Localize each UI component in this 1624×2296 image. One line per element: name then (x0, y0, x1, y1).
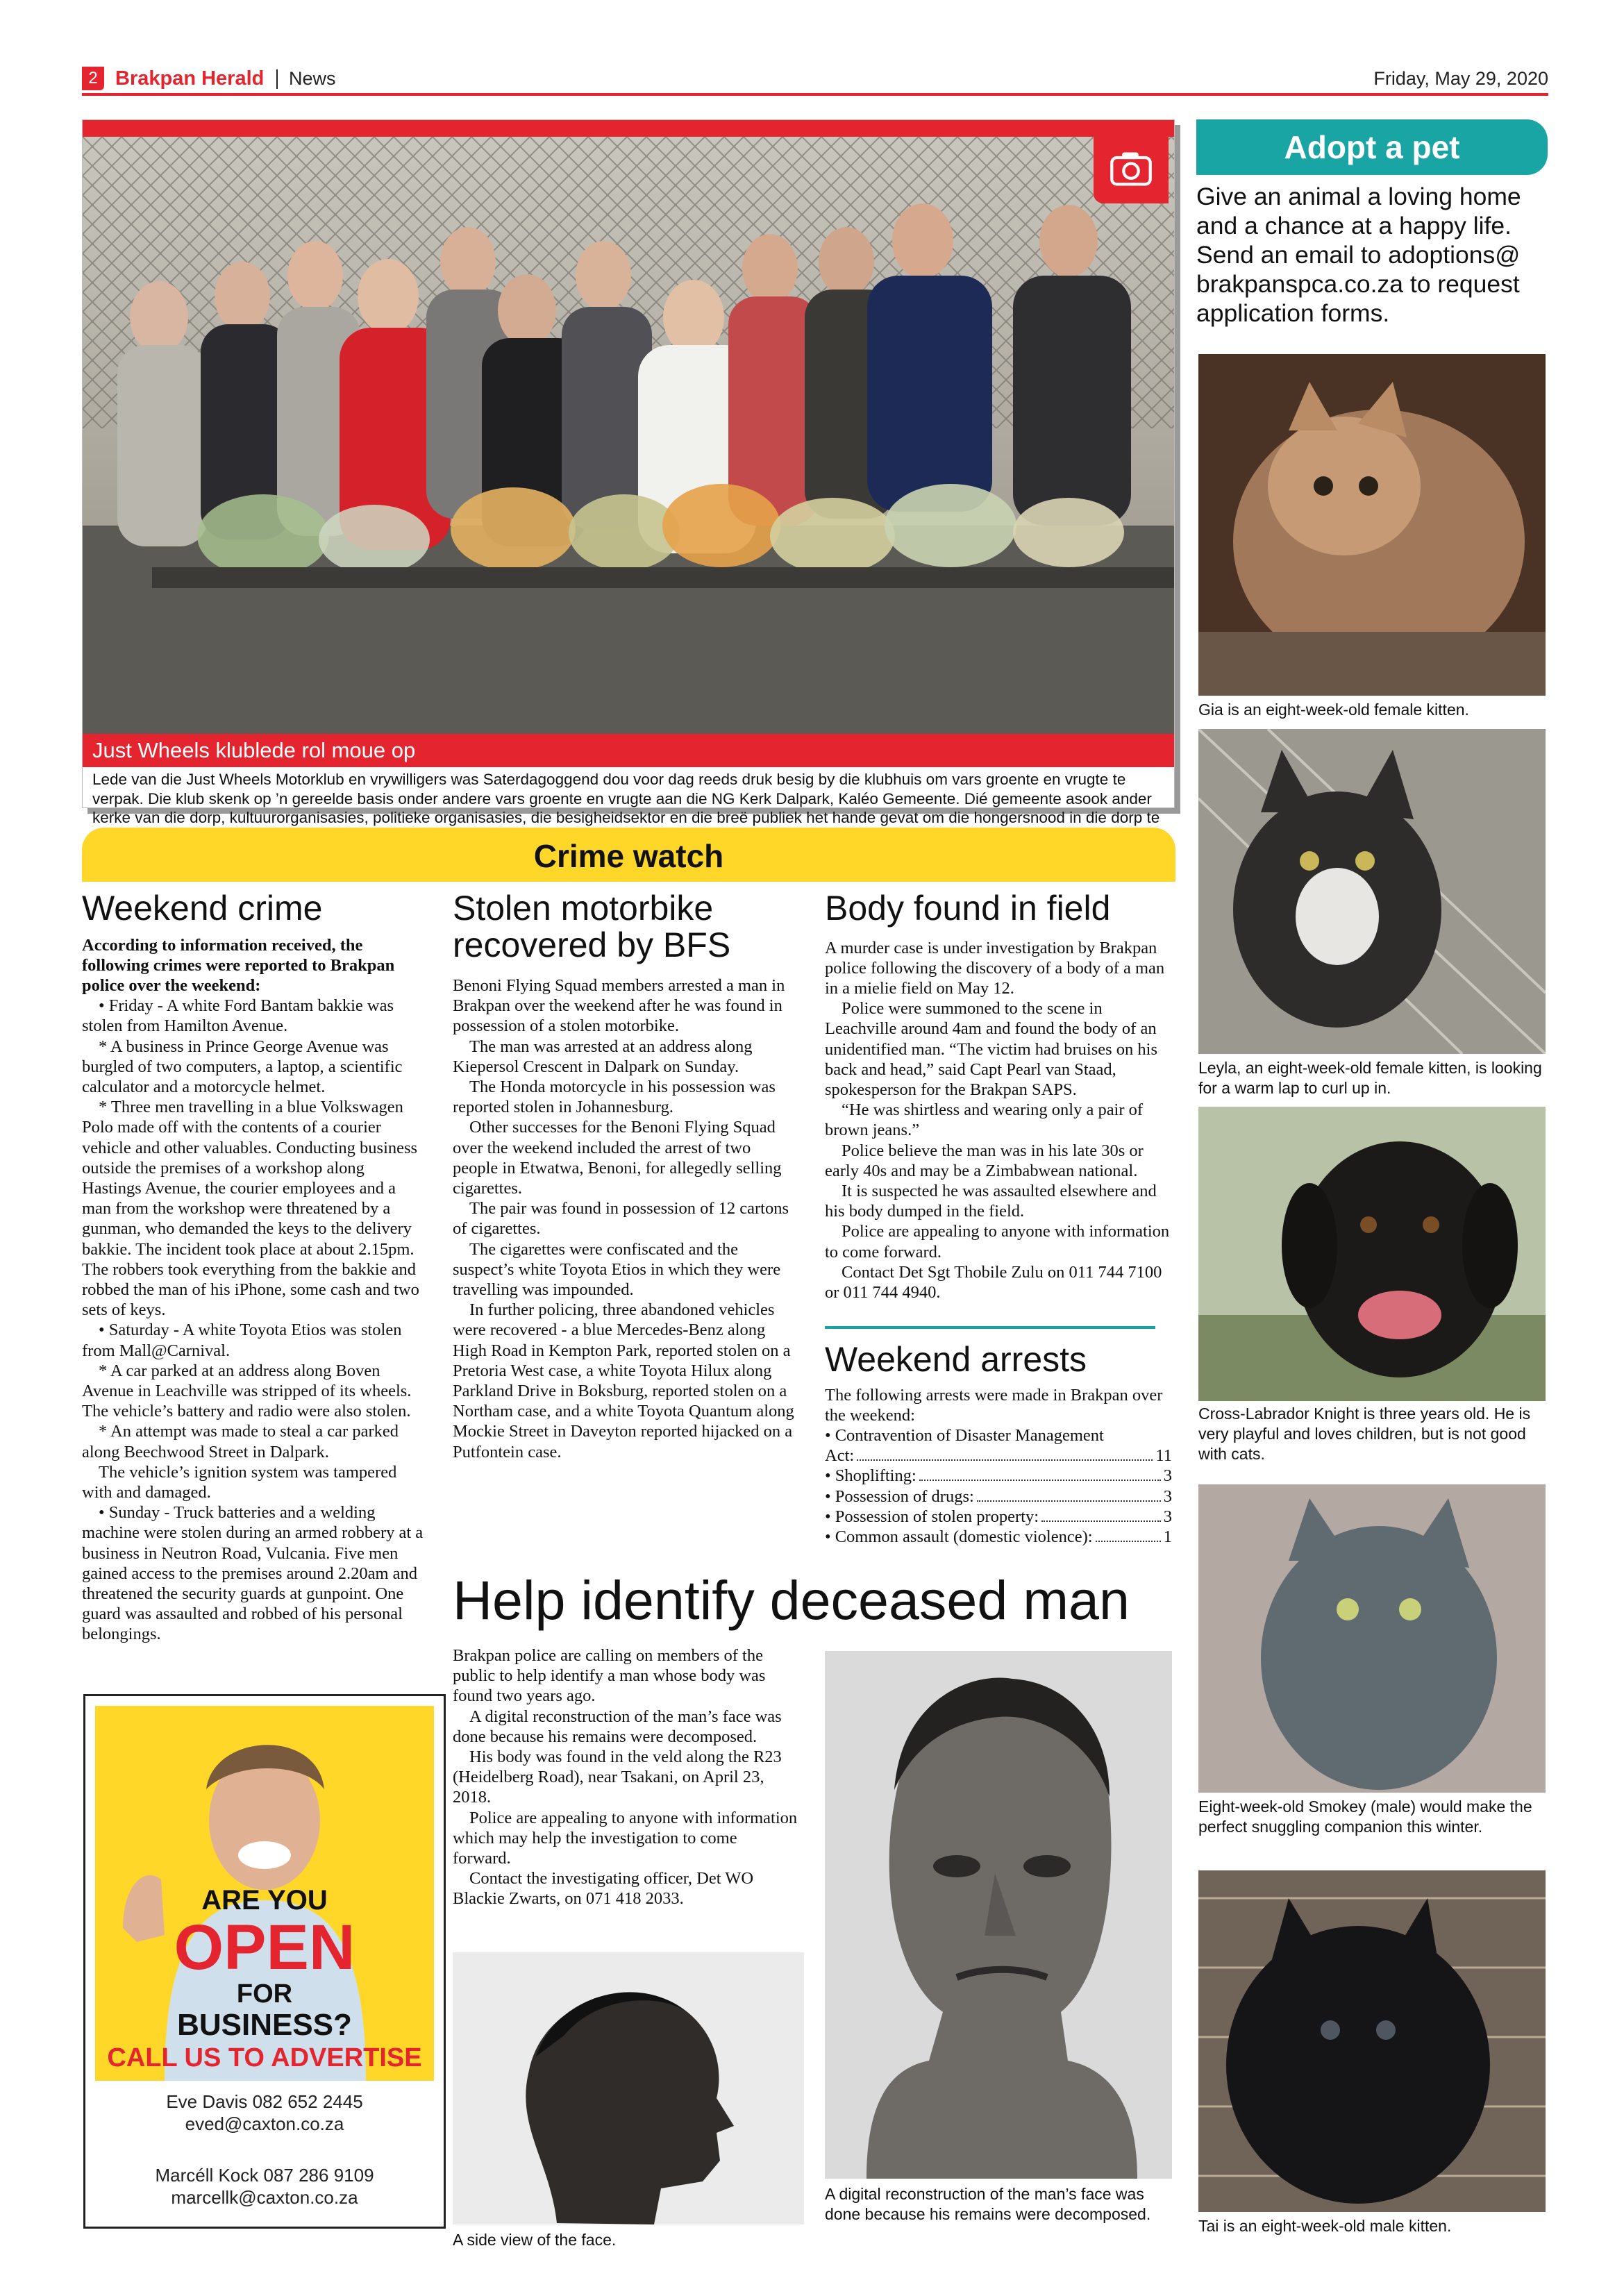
camera-badge (1094, 137, 1169, 203)
arrests-item-5: • Common assault (domestic violence): 1 (825, 1527, 1172, 1546)
body-found-p1: A murder case is under investigation by Brakpan police following the discovery of a body of a man in a mielie field on May 12. (825, 938, 1165, 998)
arrests-item-2: • Shoplifting: 3 (825, 1466, 1172, 1486)
motorbike-p5: The pair was found in possession of 12 cartons of cigarettes. (453, 1199, 789, 1239)
kitten-gia-art (1198, 354, 1546, 696)
motorbike-article (453, 890, 798, 1462)
adopt-banner (1196, 119, 1548, 175)
body-found-article (825, 890, 1172, 1302)
page-number: 2 (88, 69, 98, 87)
pet-caption-tai: Tai is an eight-week-old male kitten. (1198, 2217, 1452, 2235)
pet-photo-leyla (1198, 729, 1546, 1054)
advert-yellow-panel (95, 1706, 434, 2081)
weekend-crime-p5: * A car parked at an address along Boven Avenue in Leachville was stripped of its wheels. The vehicle’s battery and radio were also stolen. (82, 1361, 412, 1421)
advert-contacts (85, 2090, 444, 2209)
side-view-caption: A side view of the face. (453, 2231, 617, 2249)
body-found-p3: “He was shirtless and wearing only a pair of brown jeans.” (825, 1100, 1144, 1140)
page-number-badge (82, 67, 104, 90)
motorbike-body (453, 975, 798, 1462)
deceased-p5: Contact the investigating officer, Det WO Blackie Zwarts, on 071 418 2033. (453, 1869, 754, 1909)
weekend-crime-article (82, 890, 426, 1645)
body-found-body (825, 938, 1172, 1303)
pet-caption-leyla: Leyla, an eight-week-old female kitten, is looking for a warm lap to curl up in. (1198, 1059, 1542, 1097)
body-found-p6: Police are appealing to anyone with information to come forward. (825, 1222, 1170, 1262)
top-story-red-bar (83, 120, 1174, 137)
motorbike-p7: In further policing, three abandoned vehicles were recovered - a blue Mercedes-Benz along High Road in Kempton Park, reported stolen on a Pretoria West case, a white Toyota Hilux along Parkland Drive in Boksburg, reported stolen on a Northam case, and a white Toyota Quantum along Mockie Street in Daveyton reported hijacked on a Putfontein case. (453, 1300, 794, 1461)
adopt-intro: Give an animal a loving home and a chance at a happy life. Send an email to adoptions@ brakpanspca.co.za to request application forms. (1196, 183, 1521, 327)
arrests-intro: The following arrests were made in Brakpan over the weekend: (825, 1385, 1163, 1425)
arrests-item-4: • Possession of stolen property: 3 (825, 1507, 1172, 1526)
side-view-photo (453, 1952, 804, 2224)
weekend-crime-p7: The vehicle’s ignition system was tampered with and damaged. (82, 1462, 397, 1502)
arrests-headline: Weekend arrests (825, 1340, 1087, 1379)
weekend-crime-p4: • Saturday - A white Toyota Etios was stolen from Mall@Carnival. (82, 1321, 402, 1360)
advert-headline (95, 1885, 434, 2042)
advert-email-eve[interactable]: eved@caxton.co.za (185, 2113, 344, 2134)
weekend-crime-lead: According to information received, the following crimes were reported to Brakpan police over the weekend: (82, 935, 395, 995)
arrests-count: 3 (1163, 1486, 1172, 1506)
pet-caption-smokey: Eight-week-old Smokey (male) would make the perfect snuggling companion this winter. (1198, 1798, 1532, 1836)
deceased-p4: Police are appealing to anyone with information which may help the investigation to come forward. (453, 1808, 798, 1868)
motorbike-headline: Stolen motorbike recovered by BFS (453, 889, 731, 964)
arrests-article (825, 1341, 1172, 1547)
motorbike-p6: The cigarettes were confiscated and the suspect’s white Toyota Etios in which they were travelling was impounded. (453, 1239, 781, 1300)
arrests-count: 1 (1163, 1527, 1172, 1546)
deceased-p2: A digital reconstruction of the man’s face was done because his remains were decomposed. (453, 1707, 782, 1746)
kitten-leyla-art (1198, 729, 1546, 1054)
arrests-item-1-count-row: Act: 11 (825, 1446, 1172, 1466)
body-found-p5: It is suspected he was assaulted elsewhere and his body dumped in the field. (825, 1181, 1157, 1221)
weekend-crime-p2: * A business in Prince George Avenue was burgled of two computers, a laptop, a scientific calculator and a motorcycle helmet. (82, 1037, 403, 1096)
deceased-p1: Brakpan police are calling on members of the public to help identify a man whose body was found two years ago. (453, 1646, 766, 1706)
arrests-body (825, 1385, 1172, 1548)
weekend-crime-p3: * Three men travelling in a blue Volkswagen Polo made off with the contents of a courier vehicle and other valuables. Conducting business outside the premises of a workshop along Hastings Avenue, the courier employees and a man from the workshop were threatened by a gunman, who demanded the keys to the delivery bakkie. The incident took place at about 2.15pm. The robbers took everything from the bakkie and robbed the man of his iPhone, some cash and two sets of keys. (82, 1098, 419, 1320)
header-rule (82, 93, 1548, 96)
masthead: Brakpan Herald (115, 67, 265, 90)
side-profile-art (453, 1952, 804, 2224)
advert-line-business: BUSINESS? (177, 2008, 352, 2042)
pet-photo-smokey (1198, 1484, 1546, 1793)
deceased-body (453, 1645, 798, 1909)
arrests-count: 3 (1163, 1507, 1172, 1526)
volunteers-photo-art (83, 137, 1174, 767)
crime-watch-title: Crime watch (533, 838, 724, 874)
arrests-item-1: • Contravention of Disaster Management (825, 1425, 1104, 1445)
arrests-item-3: • Possession of drugs: 3 (825, 1486, 1172, 1506)
face-reconstruction-art (825, 1651, 1172, 2179)
advert-line-for: FOR (236, 1979, 293, 2009)
volunteers-photo (83, 137, 1174, 767)
arrests-rule (825, 1326, 1155, 1329)
weekend-crime-body (82, 935, 426, 1645)
camera-icon (1109, 149, 1153, 188)
body-found-p7: Contact Det Sgt Thobile Zulu on 011 744 7100 or 011 744 4940. (825, 1262, 1162, 1302)
adopt-title: Adopt a pet (1284, 129, 1460, 165)
body-found-p2: Police were summoned to the scene in Leachville around 4am and found the body of an unidentified man. “The victim had bruises on his back and head,” said Capt Pearl van Staad, spokesperson for the Brakpan SAPS. (825, 999, 1158, 1099)
weekend-crime-p6: * An attempt was made to steal a car parked along Beechwood Street in Dalpark. (82, 1422, 399, 1461)
arrests-count: 3 (1163, 1466, 1172, 1486)
kitten-tai-art (1198, 1870, 1546, 2212)
photo-title-bar (83, 734, 1174, 767)
advert-line-open: OPEN (174, 1912, 355, 1983)
advert-cta[interactable]: CALL US TO ADVERTISE (107, 2043, 422, 2072)
pet-photo-tai (1198, 1870, 1546, 2212)
motorbike-p1: Benoni Flying Squad members arrested a man in Brakpan over the weekend after he was found in possession of a stolen motorbike. (453, 976, 785, 1036)
kitten-smokey-art (1198, 1484, 1546, 1793)
page-header (82, 65, 1548, 93)
body-found-headline: Body found in field (825, 889, 1111, 928)
pet-photo-gia (1198, 354, 1546, 696)
reconstruction-caption: A digital reconstruction of the man’s face was done because his remains were decomposed. (825, 2185, 1151, 2223)
photo-title: Just Wheels klublede rol moue op (92, 738, 416, 762)
weekend-crime-p8: • Sunday - Truck batteries and a welding machine were stolen during an armed robbery at a business in Neutron Road, Vulcania. Five men gained access to the premises around 2.20am and threatened the security guards at gunpoint. One guard was assaulted and robbed of his personal belongings. (82, 1503, 424, 1644)
advert-contact-eve: Eve Davis 082 652 2445 (166, 2091, 363, 2112)
weekend-crime-p1: • Friday - A white Ford Bantam bakkie was stolen from Hamilton Avenue. (82, 996, 394, 1036)
crime-watch-banner (82, 828, 1175, 882)
caption-text: Lede van die Just Wheels Motorklub en vrywilligers was Saterdagoggend dou voor dag reeds druk besig by die klubhuis om vars groente en vrugte te verpak. Die klub skenk op ’n gereelde basis onder andere vars groente en vrugte aan die NG Kerk Dalpark, Kaléo Gemeente. Dié gemeente asook ander kerke van die dorp, kultuurorganisasies, politieke organisasies, die besigheidsektor en die breë publiek het hande gevat om die hongersnood in die dorp te (92, 771, 1160, 826)
section-label: News (289, 68, 336, 89)
dog-knight-art (1198, 1107, 1546, 1401)
pet-caption-knight: Cross-Labrador Knight is three years old. He is very playful and loves children, but is not good with cats. (1198, 1405, 1531, 1463)
deceased-p3: His body was found in the veld along the R23 (Heidelberg Road), near Tsakani, on April 23, 2018. (453, 1748, 782, 1807)
deceased-headline: Help identify deceased man (453, 1569, 1130, 1631)
advert-contact-marcell: Marcéll Kock 087 286 9109 (155, 2165, 374, 2186)
issue-date: Friday, May 29, 2020 (1373, 68, 1548, 89)
motorbike-p4: Other successes for the Benoni Flying Squad over the weekend included the arrest of two people in Etwatwa, Benoni, for allegedly selling cigarettes. (453, 1118, 782, 1198)
motorbike-p2: The man was arrested at an address along Kiepersol Crescent in Dalpark on Sunday. (453, 1037, 753, 1076)
top-story-box (82, 119, 1175, 826)
pet-photo-knight (1198, 1107, 1546, 1401)
advert-line-are-you: ARE YOU (201, 1885, 328, 1916)
reconstruction-photo (825, 1651, 1172, 2179)
body-found-p4: Police believe the man was in his late 30s or early 40s and may be a Zimbabwean national. (825, 1141, 1144, 1180)
arrests-count: 11 (1155, 1446, 1172, 1466)
header-divider (276, 69, 278, 89)
advert-email-marcell[interactable]: marcellk@caxton.co.za (171, 2187, 358, 2208)
advert-box[interactable] (83, 1694, 446, 2229)
weekend-crime-headline: Weekend crime (82, 889, 323, 928)
pet-caption-gia: Gia is an eight-week-old female kitten. (1198, 701, 1469, 719)
motorbike-p3: The Honda motorcycle in his possession was reported stolen in Johannesburg. (453, 1078, 776, 1117)
